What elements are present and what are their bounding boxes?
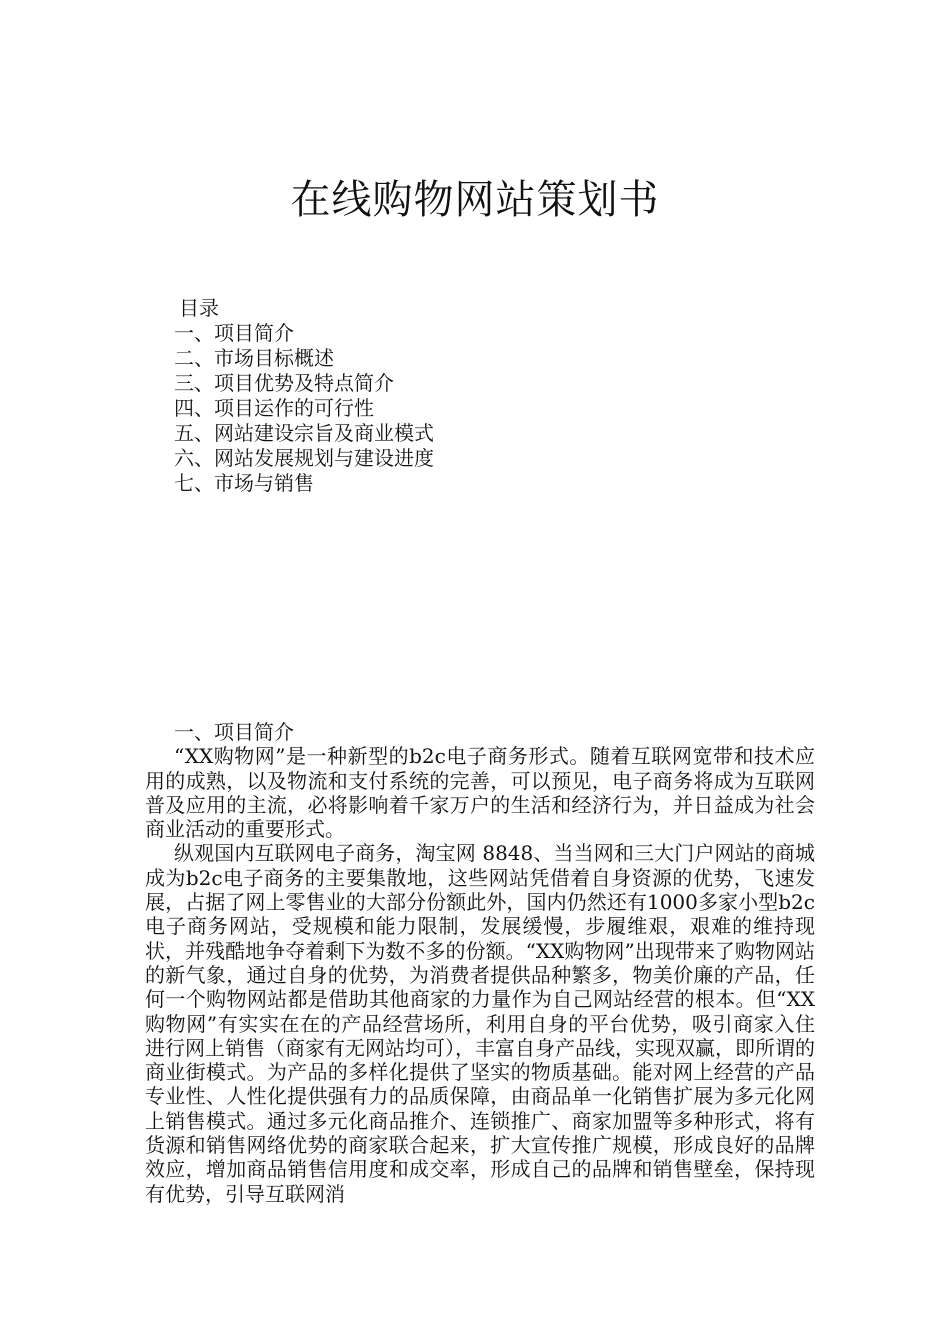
toc-list: [174, 321, 434, 496]
toc-item: 四、项目运作的可行性: [174, 396, 374, 420]
section-heading: 一、项目简介: [174, 720, 294, 744]
table-of-contents: [174, 296, 434, 496]
toc-item: 五、网站建设宗旨及商业模式: [174, 421, 434, 445]
toc-item: 六、网站发展规划与建设进度: [174, 446, 434, 470]
toc-item: 三、项目优势及特点简介: [174, 371, 394, 395]
body-paragraph: 纵观国内互联网电子商务，淘宝网 8848、当当网和三大门户网站的商城成为b2c电子商务的主要集散地，这些网站凭借着自身资源的优势，飞速发展，占据了网上零售业的大部分份额此外，国内仍然还有1000多家小型b2c电子商务网站，受规模和能力限制，发展缓慢，步履维艰，艰难的维持现状，并残酷地争夺着剩下为数不多的份额。“XX购物网”出现带来了购物网站的新气象，通过自身的优势，为消费者提供品种繁多，物美价廉的产品，任何一个购物网站都是借助其他商家的力量作为自己网站经营的根本。但“XX购物网”有实实在在的产品经营场所，利用自身的平台优势，吸引商家入住进行网上销售（商家有无网站均可），丰富自身产品线，实现双赢，即所谓的商业街模式。为产品的多样化提供了坚实的物质基础。能对网上经营的产品专业性、人性化提供强有力的品质保障，由商品单一化销售扩展为多元化网上销售模式。通过多元化商品推介、连锁推广、商家加盟等多种形式，将有货源和销售网络优势的商家联合起来，扩大宣传推广规模，形成良好的品牌效应，增加商品销售信用度和成交率，形成自己的品牌和销售壁垒，保持现有优势，引导互联网消: [145, 841, 815, 1206]
section-project-intro: [145, 720, 815, 1206]
toc-item: 二、市场目标概述: [174, 346, 334, 370]
toc-item: 七、市场与销售: [174, 471, 314, 495]
document-title: 在线购物网站策划书: [290, 177, 660, 223]
toc-item: 一、项目简介: [174, 321, 294, 345]
body-paragraph: “XX购物网”是一种新型的b2c电子商务形式。随着互联网宽带和技术应用的成熟，以及物流和支付系统的完善，可以预见，电子商务将成为互联网普及应用的主流，必将影响着千家万户的生活和经济行为，并日益成为社会商业活动的重要形式。: [145, 744, 815, 842]
toc-heading: 目录: [179, 296, 219, 320]
